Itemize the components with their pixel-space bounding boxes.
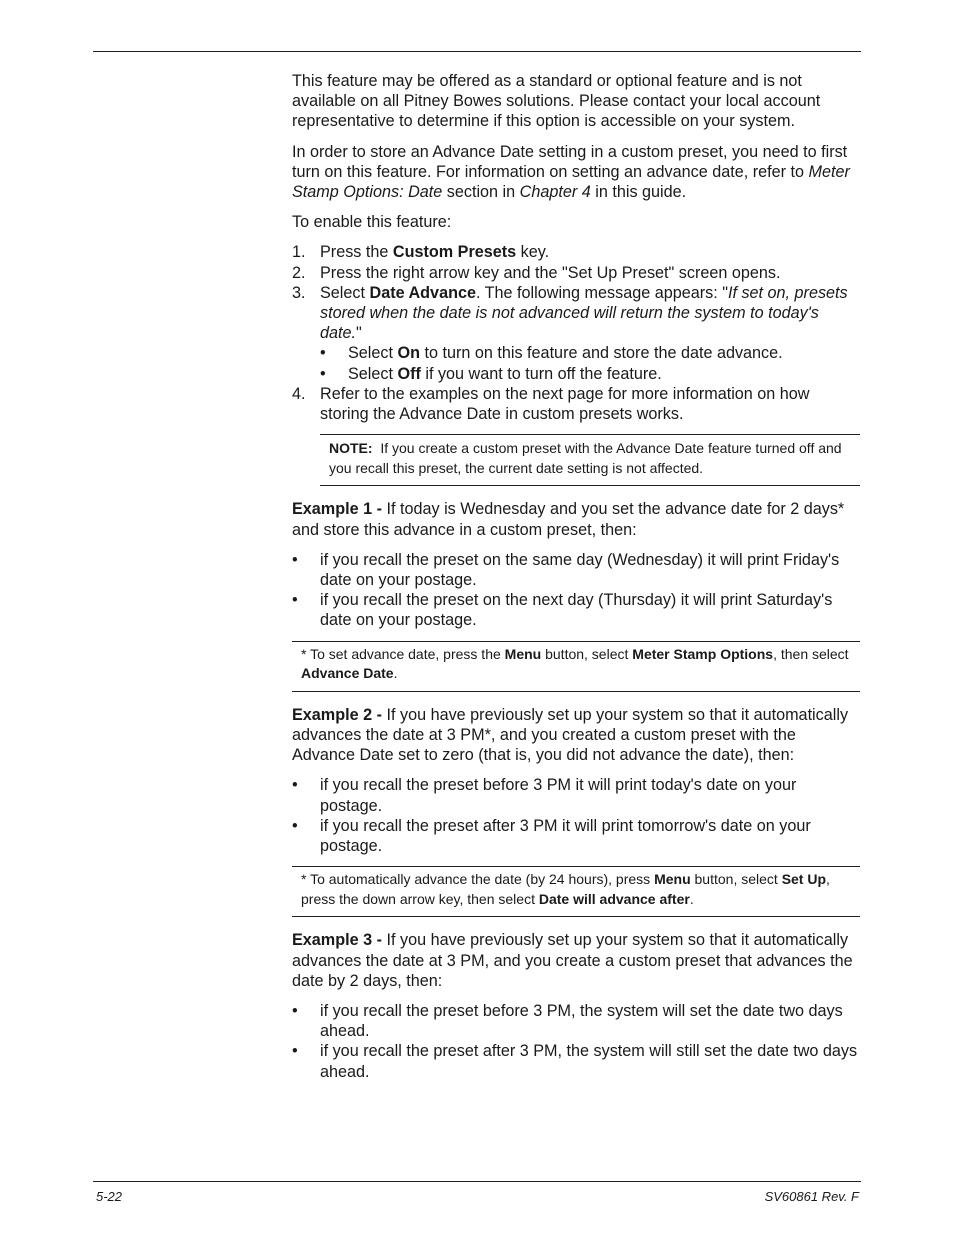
step-2: 2. Press the right arrow key and the "Set Up Preset" screen opens. [292, 263, 781, 282]
intro-paragraph-availability: This feature may be offered as a standard or optional feature and is not available on all Pitney Bowes solutions. Please contact your local account representative to determine if this option is accessible on your system. [292, 72, 821, 131]
footnote-advance-date: * To set advance date, press the Menu button, select Meter Stamp Options, then select Advance Date. [292, 641, 860, 692]
example-3-bullets [292, 1001, 860, 1082]
step-4: 4. Refer to the examples on the next page for more information on how storing the Advance Date in custom presets works. [292, 384, 810, 424]
option-on: • Select On to turn on this feature and store the date advance. [320, 344, 783, 363]
example-1-intro: Example 1 - If today is Wednesday and you set the advance date for 2 days* and store this advance in a custom preset, then: [292, 500, 845, 539]
list-item: • if you recall the preset after 3 PM, the system will still set the date two days ahead. [292, 1042, 858, 1081]
example-1-bullets [292, 550, 860, 631]
reference-chapter: Chapter 4 [519, 183, 591, 202]
list-item: • if you recall the preset before 3 PM it will print today's date on your postage. [292, 776, 797, 815]
procedure-steps [292, 242, 860, 424]
note-box: NOTE: If you create a custom preset with the Advance Date feature turned off and you recall this preset, the current date setting is not affected. [320, 434, 860, 486]
example-2-bullets [292, 775, 860, 856]
list-item: • if you recall the preset after 3 PM it will print tomorrow's date on your postage. [292, 816, 811, 856]
page-number: 5-22 [96, 1189, 123, 1204]
document-id: SV60861 Rev. F [764, 1189, 859, 1204]
intro-paragraph-advance-date: In order to store an Advance Date setting in a custom preset, you need to first turn on this feature. For information on setting an advance date, refer to Meter Stamp Options: Date section in Chapter 4 in this guide. [292, 142, 850, 202]
example-2-intro: Example 2 - If you have previously set up your system so that it automatically advances the date at 3 PM*, and you created a custom preset with the Advance Date set to zero (that is, you did not advance the date), then: [292, 705, 849, 765]
step-3: 3. Select Date Advance. The following message appears: "If set on, presets stored when the date is not advanced will return the system to today's date." • Select On to turn on this feature and store the date advance. • Select Off if you want to turn off the feature. [292, 283, 860, 384]
list-item: • if you recall the preset on the next day (Thursday) it will print Saturday's date on your postage. [292, 591, 833, 630]
system-message: If set on, presets stored when the date is not advanced will return the system to today's date. [320, 283, 848, 343]
example-1-label: Example 1 - [292, 500, 387, 519]
reference-meter-stamp-options: Meter Stamp Options: Date [292, 162, 850, 202]
option-off: • Select Off if you want to turn off the feature. [320, 364, 662, 383]
list-item: • if you recall the preset on the same day (Wednesday) it will print Friday's date on your postage. [292, 550, 840, 590]
example-2-label: Example 2 - [292, 705, 387, 724]
example-3-label: Example 3 - [292, 931, 387, 950]
footnote-auto-advance: * To automatically advance the date (by 24 hours), press Menu button, select Set Up, press the down arrow key, then select Date will advance after. [292, 866, 860, 917]
step-3-options [320, 343, 860, 383]
list-item: • if you recall the preset before 3 PM, the system will set the date two days ahead. [292, 1002, 843, 1041]
step-1: 1. Press the Custom Presets key. [292, 243, 550, 262]
page-content [292, 71, 860, 1082]
header-rule [93, 51, 861, 52]
custom-presets-key: Custom Presets [392, 243, 517, 262]
footer-rule [93, 1181, 861, 1182]
example-3-intro: Example 3 - If you have previously set up your system so that it automatically advances the date at 3 PM, and you create a custom preset that advances the date by 2 days, then: [292, 931, 853, 990]
note-label: NOTE: [329, 440, 373, 457]
procedure-intro: To enable this feature: [292, 213, 452, 232]
date-advance-option: Date Advance [369, 283, 476, 302]
